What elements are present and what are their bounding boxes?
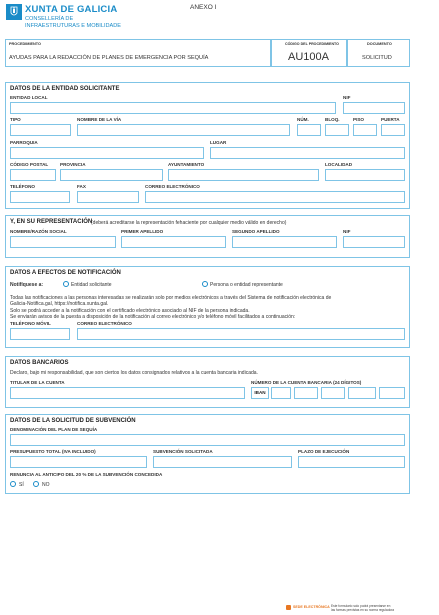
renuncia-label: RENUNCIA AL ANTICIPO DEL 20 % DE LA SUBVENCIÓN CONCEDIDA bbox=[10, 472, 163, 477]
cp-label: CÓDIGO POSTAL bbox=[10, 162, 49, 167]
bloq-field[interactable] bbox=[325, 124, 349, 136]
rep-nif-field[interactable] bbox=[343, 236, 405, 248]
num-field[interactable] bbox=[297, 124, 321, 136]
renuncia-no-radio[interactable] bbox=[33, 481, 39, 487]
iban-part-2[interactable] bbox=[294, 387, 318, 399]
applicant-nif-field[interactable] bbox=[343, 102, 405, 114]
rep-nif-label: NIF bbox=[343, 229, 351, 234]
renuncia-no-label: NO bbox=[42, 482, 50, 488]
notify-entidad-label: Entidad solicitante bbox=[71, 282, 112, 288]
presupuesto-label: PRESUPUESTO TOTAL (IVA INCLUIDO) bbox=[10, 449, 96, 454]
applicant-email-label: CORREO ELECTRÓNICO bbox=[145, 184, 200, 189]
iban-label: IBAN bbox=[251, 387, 269, 399]
fax-field[interactable] bbox=[77, 191, 139, 203]
renuncia-si-label: SÍ bbox=[19, 482, 24, 488]
notify-email-label: CORREO ELECTRÓNICO bbox=[77, 321, 132, 326]
rep-apellido2-label: SEGUNDO APELLIDO bbox=[232, 229, 280, 234]
notification-text-4: Se enviarán avisos de la puesta a disposición de la notificación al correo electrónico y/o teléfono móvil facilitados a continuación: bbox=[10, 314, 296, 320]
representative-section-title: Y, EN SU REPRESENTACIÓN bbox=[10, 219, 93, 225]
piso-field[interactable] bbox=[353, 124, 377, 136]
puerta-label: PUERTA bbox=[381, 117, 400, 122]
entidad-local-field[interactable] bbox=[10, 102, 336, 114]
bank-section-title: DATOS BANCARIOS bbox=[10, 360, 69, 366]
provincia-label: PROVINCIA bbox=[60, 162, 86, 167]
plazo-label: PLAZO DE EJECUCIÓN bbox=[298, 449, 350, 454]
ayuntamiento-label: AYUNTAMIENTO bbox=[168, 162, 205, 167]
procedure-cell bbox=[5, 39, 271, 67]
entidad-local-label: ENTIDAD LOCAL bbox=[10, 95, 48, 100]
nombre-via-field[interactable] bbox=[77, 124, 290, 136]
rep-nombre-label: NOMBRE/RAZÓN SOCIAL bbox=[10, 229, 67, 234]
notify-entidad-radio[interactable] bbox=[63, 281, 69, 287]
footer-note-2: las formas previstas en su norma reguladora bbox=[331, 608, 395, 612]
document-label: DOCUMENTO bbox=[367, 42, 392, 46]
procedure-name: AYUDAS PARA LA REDACCIÓN DE PLANES DE EMERGENCIA POR SEQUÍA bbox=[9, 55, 209, 61]
notification-text-2: Galicia-Notifica.gal, https://notifica.xunta.gal. bbox=[10, 301, 109, 307]
applicant-section-title: DATOS DE LA ENTIDAD SOLICITANTE bbox=[10, 86, 120, 92]
notification-section-title: DATOS A EFECTOS DE NOTIFICACIÓN bbox=[10, 270, 121, 276]
telefono-label: TELÉFONO bbox=[10, 184, 36, 189]
telefono-field[interactable] bbox=[10, 191, 70, 203]
denominacion-field[interactable] bbox=[10, 434, 405, 446]
titular-label: TITULAR DE LA CUENTA bbox=[10, 380, 65, 385]
puerta-field[interactable] bbox=[381, 124, 405, 136]
presupuesto-field[interactable] bbox=[10, 456, 147, 468]
piso-label: PISO bbox=[353, 117, 364, 122]
notify-representante-radio[interactable] bbox=[202, 281, 208, 287]
parroquia-label: PARROQUIA bbox=[10, 140, 38, 145]
bloq-label: BLOQ. bbox=[325, 117, 340, 122]
notify-to-label: Notifíquese a: bbox=[10, 282, 44, 288]
document-cell bbox=[347, 39, 410, 67]
subvencion-label: SUBVENCIÓN SOLICITADA bbox=[153, 449, 213, 454]
localidad-label: LOCALIDAD bbox=[325, 162, 353, 167]
notification-text-3: Solo se podrá acceder a la notificación con el certificado electrónico asociado al NIF de la persona indicada. bbox=[10, 308, 250, 314]
num-label: NÚM. bbox=[297, 117, 309, 122]
subvencion-field[interactable] bbox=[153, 456, 292, 468]
bank-declaration: Declaro, bajo mi responsabilidad, que son ciertos los datos consignados relativos a la cuenta bancaria indicada. bbox=[10, 370, 258, 376]
iban-part-5[interactable] bbox=[379, 387, 405, 399]
plazo-field[interactable] bbox=[298, 456, 405, 468]
renuncia-si-radio[interactable] bbox=[10, 481, 16, 487]
rep-apellido1-label: PRIMER APELLIDO bbox=[121, 229, 164, 234]
tipo-field[interactable] bbox=[10, 124, 71, 136]
rep-apellido1-field[interactable] bbox=[121, 236, 226, 248]
applicant-nif-label: NIF bbox=[343, 95, 351, 100]
notify-movil-label: TELÉFONO MÓVIL bbox=[10, 321, 51, 326]
lugar-label: LUGAR bbox=[210, 140, 227, 145]
department-line-1: CONSELLERÍA DE bbox=[25, 16, 74, 22]
ayuntamiento-field[interactable] bbox=[168, 169, 319, 181]
procedure-label: PROCEDIMIENTO bbox=[9, 42, 41, 46]
cp-field[interactable] bbox=[10, 169, 56, 181]
procedure-code: AU100A bbox=[288, 51, 329, 63]
logo-title: XUNTA DE GALICIA bbox=[25, 4, 118, 15]
representative-title-note: (deberá acreditarse la representación fehaciente por cualquier medio válido en derecho) bbox=[91, 219, 287, 226]
tipo-label: TIPO bbox=[10, 117, 21, 122]
procedure-code-cell bbox=[271, 39, 347, 67]
iban-part-3[interactable] bbox=[321, 387, 345, 399]
notify-representante-label: Persona o entidad representante bbox=[210, 282, 283, 288]
rep-nombre-field[interactable] bbox=[10, 236, 116, 248]
sede-icon bbox=[286, 605, 291, 610]
rep-apellido2-field[interactable] bbox=[232, 236, 337, 248]
provincia-field[interactable] bbox=[60, 169, 163, 181]
department-line-2: INFRAESTRUTURAS E MOBILIDADE bbox=[25, 23, 122, 29]
iban-part-4[interactable] bbox=[348, 387, 376, 399]
numero-cuenta-label: NÚMERO DE LA CUENTA BANCARIA (24 DÍGITOS) bbox=[251, 380, 362, 385]
iban-part-1[interactable] bbox=[271, 387, 291, 399]
document-type: SOLICITUD bbox=[362, 55, 392, 61]
denominacion-label: DENOMINACIÓN DEL PLAN DE SEQUÍA bbox=[10, 427, 98, 432]
fax-label: FAX bbox=[77, 184, 86, 189]
notify-email-field[interactable] bbox=[77, 328, 405, 340]
grant-section-title: DATOS DE LA SOLICITUD DE SUBVENCIÓN bbox=[10, 418, 136, 424]
sede-label: SEDE ELECTRÓNICA bbox=[293, 605, 330, 609]
notify-movil-field[interactable] bbox=[10, 328, 70, 340]
applicant-email-field[interactable] bbox=[145, 191, 405, 203]
footer-note-1: Este formulario solo podrá presentarse en bbox=[331, 604, 391, 608]
parroquia-field[interactable] bbox=[10, 147, 204, 159]
titular-field[interactable] bbox=[10, 387, 245, 399]
annex-label: ANEXO I bbox=[190, 4, 217, 11]
xunta-shield-icon bbox=[6, 4, 22, 20]
localidad-field[interactable] bbox=[325, 169, 405, 181]
procedure-code-label: CÓDIGO DEL PROCEDIMIENTO bbox=[285, 42, 339, 46]
nombre-via-label: NOMBRE DE LA VÍA bbox=[77, 117, 122, 122]
notification-text-1: Todas las notificaciones a las personas interesadas se realizarán solo por medios electrónicos a través del Sistema de notificación electrónica de bbox=[10, 295, 332, 301]
lugar-field[interactable] bbox=[210, 147, 405, 159]
xunta-logo bbox=[6, 4, 22, 20]
